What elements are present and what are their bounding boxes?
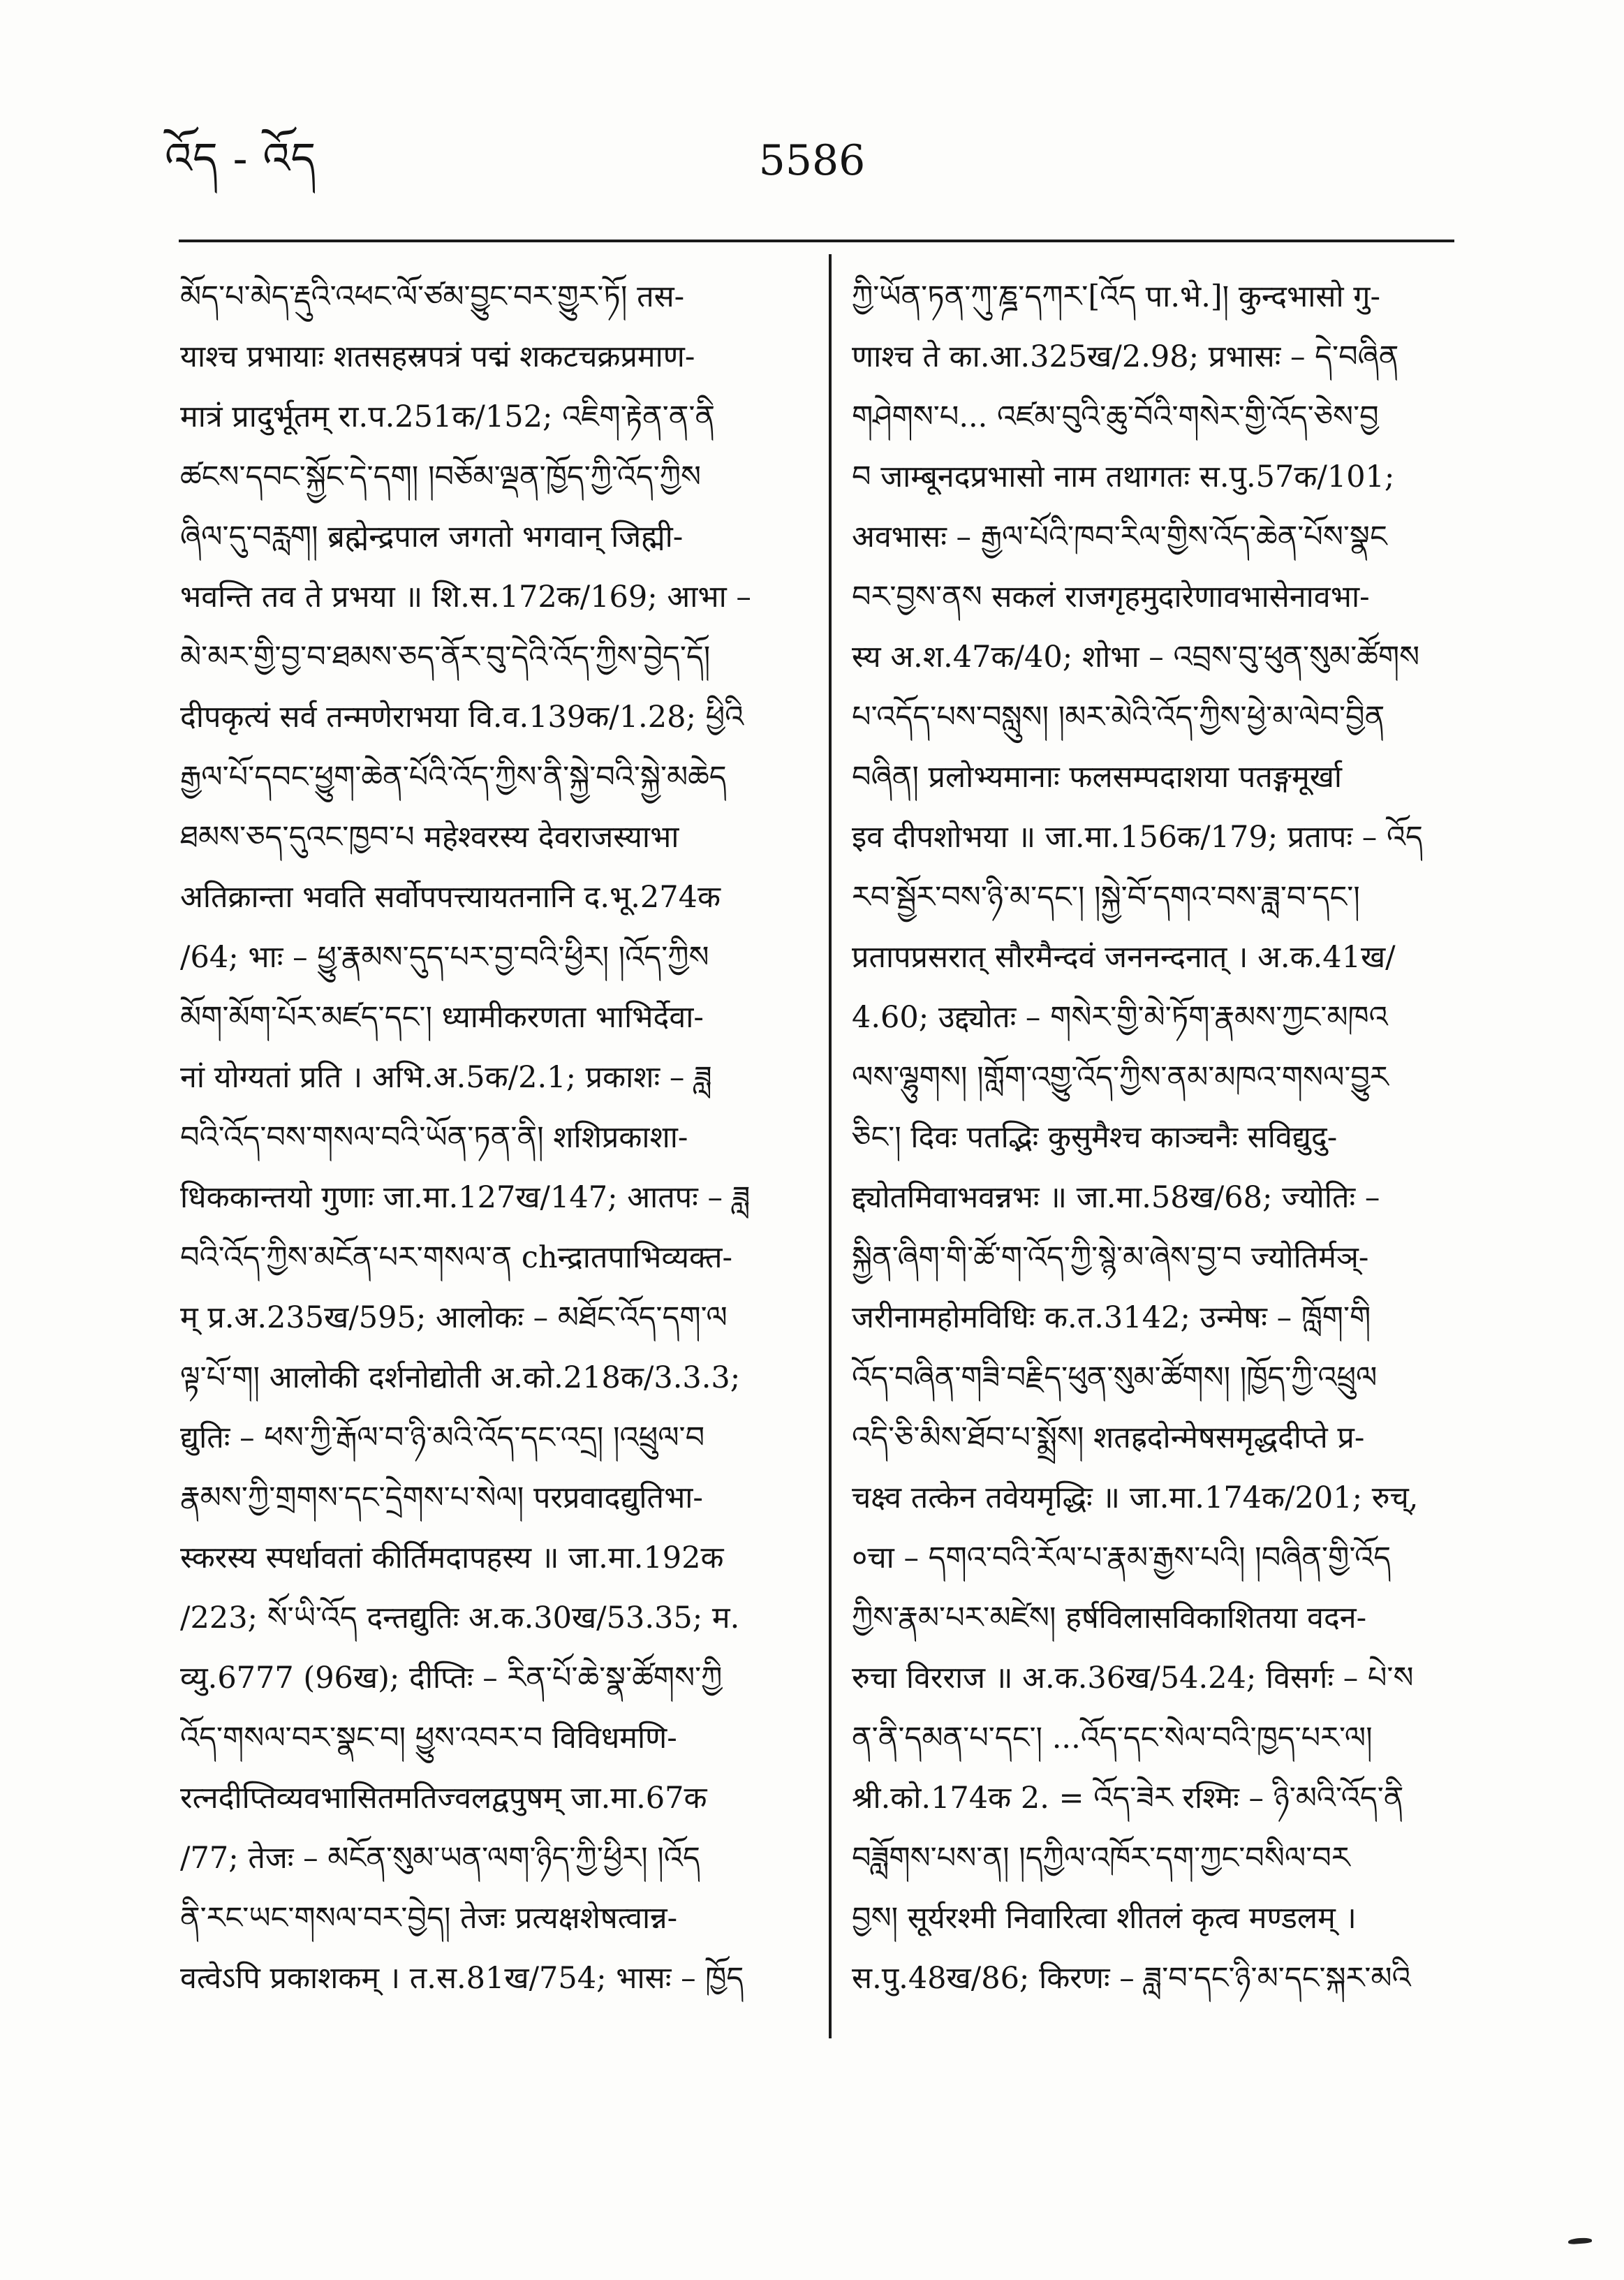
text-line: ०चा – དགའ་བའི་རོལ་པ་རྣམ་རྒྱས་པའི། །བཞིན་གྱི་འོད xyxy=(852,1540,1392,1575)
text-line: स्करस्य स्पर्धावतां कीर्तिमदापहस्य ॥ जा.मा.192क xyxy=(180,1540,724,1575)
running-head: འོད - འོད xyxy=(165,133,317,184)
text-line: अवभासः – རྒྱལ་པོའི་ཁབ་རིལ་གྱིས་འོད་ཆེན་པོས་སྣང xyxy=(852,520,1387,554)
text-line: མོག་མོག་པོར་མཛད་དང་། ध्यामीकरणता भाभिर्देवा- xyxy=(180,1000,704,1035)
text-line: याश्च प्रभायाः शतसहस्रपत्रं पद्मं शकटचक्रप्रमाण- xyxy=(180,339,695,374)
text-line: भवन्ति तव ते प्रभया ॥ शि.स.172क/169; आभा – xyxy=(180,580,751,615)
text-line: པ་འདོད་པས་བསླུས། །མར་མེའི་འོད་ཀྱིས་ཕྱེ་མ་ལེབ་བྱིན xyxy=(852,700,1385,735)
right-column xyxy=(852,267,1466,2008)
text-line: नां योग्यतां प्रति । अभि.अ.5क/2.1; प्रकाशः – ཟླ xyxy=(180,1060,712,1095)
text-line: चक्ष्व तत्केन तवेयमृद्धिः ॥ जा.मा.174क/201; रुच्, xyxy=(852,1480,1419,1515)
text-line: བཞིན། प्रलोभ्यमानाः फलसम्पदाशया पतङ्गमूर्खा xyxy=(852,760,1343,795)
text-line: ན་ནི་དམན་པ་དང་། ...འོད་དང་སེལ་བའི་ཁྱད་པར་ལ། xyxy=(852,1721,1373,1756)
text-line: མོད་པ་མེད་རྡུའི་འཕང་ལོ་ཙམ་བྱུང་བར་གྱུར་ཏོ། तस- xyxy=(180,279,685,314)
text-line: /64; भाः – ཕྱུ་རྣམས་དུད་པར་བྱ་བའི་ཕྱིར། །འོད་ཀྱིས xyxy=(180,940,709,975)
text-line: མེ་མར་གྱི་བྱ་བ་ཐམས་ཅད་ནོར་བུ་དེའི་འོད་ཀྱིས་བྱེད་དོ། xyxy=(180,640,711,675)
text-line: ནི་རང་ཡང་གསལ་བར་བྱེད། तेजः प्रत्यक्षशेषत्वान्न- xyxy=(180,1901,678,1936)
text-line: इव दीपशोभया ॥ जा.मा.156क/179; प्रतापः – འོད xyxy=(852,820,1423,855)
text-line: བ जाम्बूनदप्रभासो नाम तथागतः स.पु.57क/101; xyxy=(852,459,1395,494)
text-line: रुचा विरराज ॥ अ.क.36ख/54.24; विसर्गः – པེ་ས xyxy=(852,1661,1414,1696)
text-line: प्रतापप्रसरात् सौरमैन्दवं जननन्दनात् । अ.क.41ख/ xyxy=(852,940,1396,975)
text-line: जरीनामहोमविधिः क.त.3142; उन्मेषः – ཁློག་གི xyxy=(852,1300,1371,1335)
page-number: 5586 xyxy=(758,136,866,185)
text-line: रत्नदीप्तिव्यवभासितमतिज्वलद्वपुषम् जा.मा.67क xyxy=(180,1781,707,1816)
text-line: ཞིལ་དུ་བརླག། ब्रह्मेन्द्रपाल जगतो भगवान् जिह्मी- xyxy=(180,520,684,554)
text-line: द्युतिः – ཕས་ཀྱི་རྒོལ་བ་ཉི་མའི་འོད་དང་འདྲ། །འཕྲུལ་བ xyxy=(180,1420,705,1455)
text-line: ལྟ་པོ་ག། आलोकी दर्शनोद्योती अ.को.218क/3.3.3; xyxy=(180,1360,741,1395)
text-line: བའི་འོད་ཀྱིས་མངོན་པར་གསལ་ན chन्द्रातपाभिव्यक्त- xyxy=(180,1240,733,1275)
text-line: བཟློགས་པས་ན། །དཀྱིལ་འཁོར་དག་ཀྱང་བསིལ་བར xyxy=(852,1841,1350,1876)
text-line: द्द्योतमिवाभवन्नभः ॥ जा.मा.58ख/68; ज्योतिः – xyxy=(852,1180,1380,1215)
text-line: བའི་འོད་བས་གསལ་བའི་ཡོན་ཏན་ནི། शशिप्रकाशा- xyxy=(180,1120,688,1155)
text-line: अतिक्रान्ता भवति सर्वोपपत्त्यायतनानि द.भू.274क xyxy=(180,880,721,915)
text-line: वत्वेऽपि प्रकाशकम् । त.स.81ख/754; भासः – ཁྱོད xyxy=(180,1961,744,1996)
text-line: ཀྱི་ཡོན་ཏན་ཀུ་ཎྜ་དཀར་[འོད पा.भे.]། कुन्दभासो गु- xyxy=(852,279,1380,314)
text-line: णाश्च ते का.आ.325ख/2.98; प्रभासः – དེ་བཞིན xyxy=(852,339,1399,374)
text-line: རྒྱལ་པོ་དབང་ཕྱུག་ཆེན་པོའི་འོད་ཀྱིས་ནི་སྐྱེ་བའི་སྐྱེ་མཆེད xyxy=(180,760,727,795)
text-line: व्यु.6777 (96ख); दीप्तिः – རིན་པོ་ཆེ་སྣ་ཚོགས་ཀྱི xyxy=(180,1661,723,1696)
text-line: རབ་སྦྱོར་བས་ཉི་མ་དང་། །སྐྱེ་བོ་དགའ་བས་ཟླ་བ་དང་། xyxy=(852,880,1360,915)
text-line: स.पु.48ख/86; किरणः – ཟླ་བ་དང་ཉི་མ་དང་སྐར་མའི xyxy=(852,1961,1411,1996)
text-line: ལས་ལྷུགས། །གློག་འགྱུ་འོད་ཀྱིས་ནམ་མཁའ་གསལ་བྱུར xyxy=(852,1060,1389,1095)
text-line: मात्रं प्रादुर्भूतम् रा.प.251क/152; འཇིག་རྟེན་ན་ནི xyxy=(180,399,716,434)
scan-speck xyxy=(1568,2237,1592,2244)
text-line: འདི་ཅི་མིས་ཐོབ་པ་སྨྲོས། शतह्रदोन्मेषसमृद्धदीप्ते प्र- xyxy=(852,1420,1365,1455)
text-line: ཚངས་དབང་སྐྱོང་དེ་དག། །བཅོམ་ལྡན་ཁྱོད་ཀྱི་འོད་ཀྱིས xyxy=(180,459,702,494)
text-line: दीपकृत्यं सर्व तन्मणेराभया वि.व.139क/1.28; ཕྱིའི xyxy=(180,700,744,735)
text-line: སྐྱིན་ཞིག་གི་ཚོ་ག་འོད་ཀྱི་སྙེ་མ་ཞེས་བྱ་བ ज्योतिर्मञ्- xyxy=(852,1240,1369,1275)
text-line: ཅིང་། दिवः पतद्भिः कुसुमैश्च काञ्चनैः सविद्युदु- xyxy=(852,1120,1338,1155)
text-line: /223; སོ་ཡི་འོད दन्तद्युतिः अ.क.30ख/53.35; म. xyxy=(180,1601,740,1635)
column-divider xyxy=(829,254,832,2038)
text-line: 4.60; उद्द्योतः – གསེར་གྱི་མེ་ཏོག་རྣམས་ཀྱང་མཁའ xyxy=(852,1000,1388,1035)
text-line: བར་བྱས་ནས सकलं राजगृहमुदारेणावभासेनावभा- xyxy=(852,580,1370,615)
text-line: धिककान्तयो गुणाः जा.मा.127ख/147; आतपः – ཟླ xyxy=(180,1180,751,1215)
text-line: /77; तेजः – མངོན་སུམ་ཡན་ལག་ཉིད་ཀྱི་ཕྱིར། །འོད xyxy=(180,1841,700,1876)
text-line: ཀྱིས་རྣམ་པར་མཛེས། हर्षविलासविकाशितया वदन- xyxy=(852,1601,1367,1635)
text-line: श्री.को.174क 2. = འོད་ཟེར रश्मिः – ཉི་མའི་འོད་ནི xyxy=(852,1781,1404,1816)
text-line: म् प्र.अ.235ख/595; आलोकः – མཐོང་འོད་དག་ལ xyxy=(180,1300,728,1335)
text-line: ཐམས་ཅད་དུའང་ཁྱབ་པ महेश्वरस्य देवराजस्याभा xyxy=(180,820,679,855)
header-rule xyxy=(179,240,1454,242)
text-line: གཤེགས་པ... འཛམ་བུའི་ཆུ་བོའི་གསེར་གྱི་འོད་ཅེས་བྱ xyxy=(852,399,1379,434)
text-line: स्य अ.श.47क/40; शोभा – འབྲས་བུ་ཕུན་སུམ་ཚོགས xyxy=(852,640,1420,675)
left-column xyxy=(180,267,809,2008)
text-line: འོད་གསལ་བར་སྣང་བ། ཕྱུས་འབར་བ विविधमणि- xyxy=(180,1721,677,1756)
text-line: བྱས། सूर्यरश्मी निवारित्वा शीतलं कृत्व मण्डलम् । xyxy=(852,1901,1357,1936)
text-line: འོད་བཞིན་གཟི་བརྗིད་ཕུན་སུམ་ཚོགས། །ཁྱོད་ཀྱི་འཕྲུལ xyxy=(852,1360,1378,1395)
text-line: རྣམས་ཀྱི་གྲགས་དང་དྲེགས་པ་སེལ། परप्रवादद्युतिभा- xyxy=(180,1480,703,1515)
